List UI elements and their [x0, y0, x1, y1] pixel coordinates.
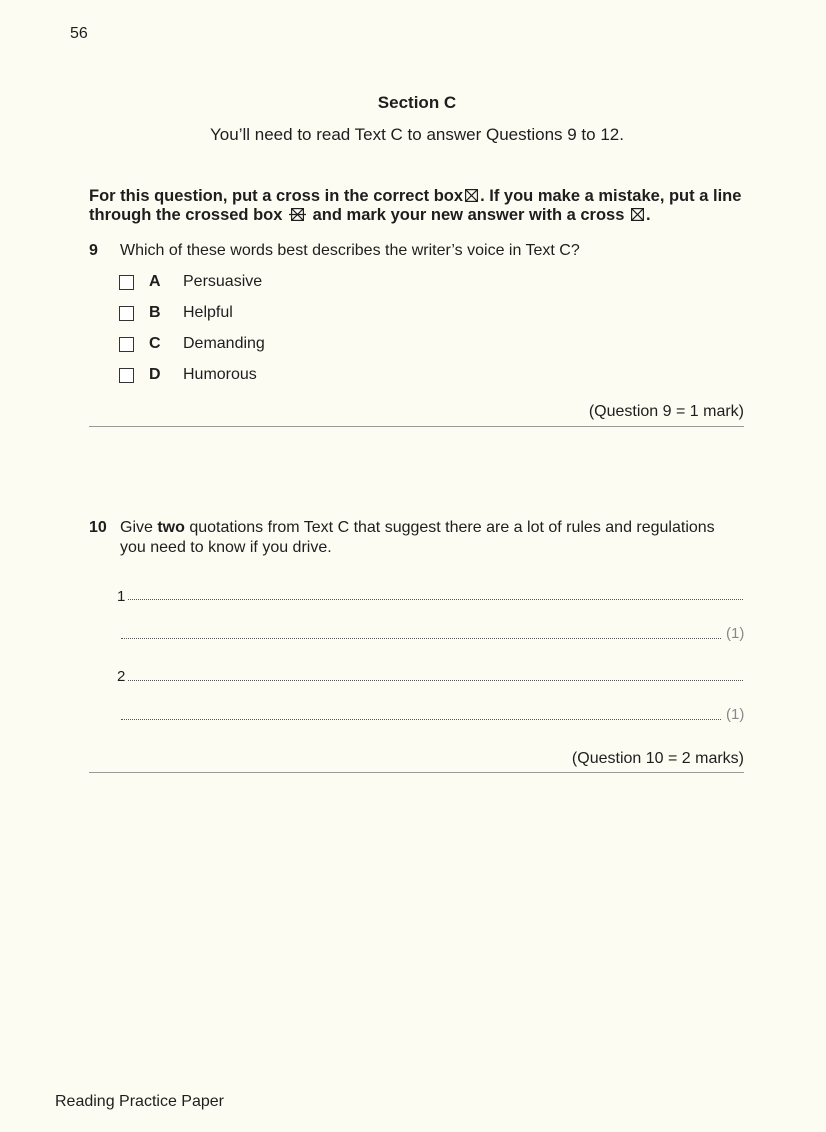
struck-crossed-box-icon: [289, 208, 306, 221]
question-10-text-end: quotations from Text C that suggest there are a lot of rules and regulations you need to know if you drive.: [120, 519, 715, 556]
answer-2-label: 2: [117, 668, 126, 685]
divider: [89, 426, 744, 427]
option-a[interactable]: [119, 272, 262, 292]
crossed-box-icon: [631, 208, 644, 221]
option-c-checkbox[interactable]: [119, 337, 134, 352]
answer-1-label: 1: [117, 588, 126, 605]
section-title: Section C: [377, 93, 457, 112]
option-b-text: Helpful: [183, 304, 233, 321]
option-d[interactable]: [119, 365, 257, 385]
question-10-text-emphasis: two: [157, 519, 185, 536]
option-c-text: Demanding: [183, 335, 265, 352]
option-c-letter: C: [149, 335, 161, 352]
answer-2-line-1[interactable]: [128, 680, 743, 681]
answer-2-line-2[interactable]: [121, 719, 721, 720]
option-a-text: Persuasive: [183, 273, 263, 290]
answer-1-line-2[interactable]: [121, 638, 721, 639]
question-9-number: 9: [89, 242, 98, 259]
instructions-part4: .: [646, 206, 651, 224]
question-10-number: 10: [89, 519, 107, 536]
option-d-letter: D: [149, 366, 161, 383]
answer-1-line-1[interactable]: [128, 599, 743, 600]
instructions: [89, 187, 749, 225]
option-b-letter: B: [149, 304, 161, 321]
option-b[interactable]: [119, 303, 233, 323]
option-a-checkbox[interactable]: [119, 275, 134, 290]
option-a-letter: A: [149, 273, 161, 290]
question-9-text: Which of these words best describes the writer’s voice in Text C?: [120, 242, 580, 259]
option-d-text: Humorous: [183, 366, 257, 383]
crossed-box-icon: [465, 189, 478, 202]
page-number: 56: [70, 25, 88, 42]
section-intro: You’ll need to read Text C to answer Questions 9 to 12.: [210, 125, 624, 144]
question-10-text-start: Give: [120, 519, 158, 536]
instructions-part2: . If you make a mistake, put a line through the crossed box: [89, 187, 742, 224]
option-d-checkbox[interactable]: [119, 368, 134, 383]
divider: [89, 772, 744, 773]
answer-2-mark: (1): [726, 706, 745, 723]
question-10-marks: (Question 10 = 2 marks): [571, 750, 744, 767]
question-9-marks: (Question 9 = 1 mark): [588, 403, 744, 420]
answer-1-mark: (1): [726, 625, 745, 642]
option-c[interactable]: [119, 334, 265, 354]
footer: Reading Practice Paper: [55, 1093, 224, 1110]
instructions-part1: For this question, put a cross in the correct box: [89, 187, 464, 205]
question-10-text: [120, 518, 730, 558]
instructions-part3: and mark your new answer with a cross: [312, 206, 625, 224]
option-b-checkbox[interactable]: [119, 306, 134, 321]
